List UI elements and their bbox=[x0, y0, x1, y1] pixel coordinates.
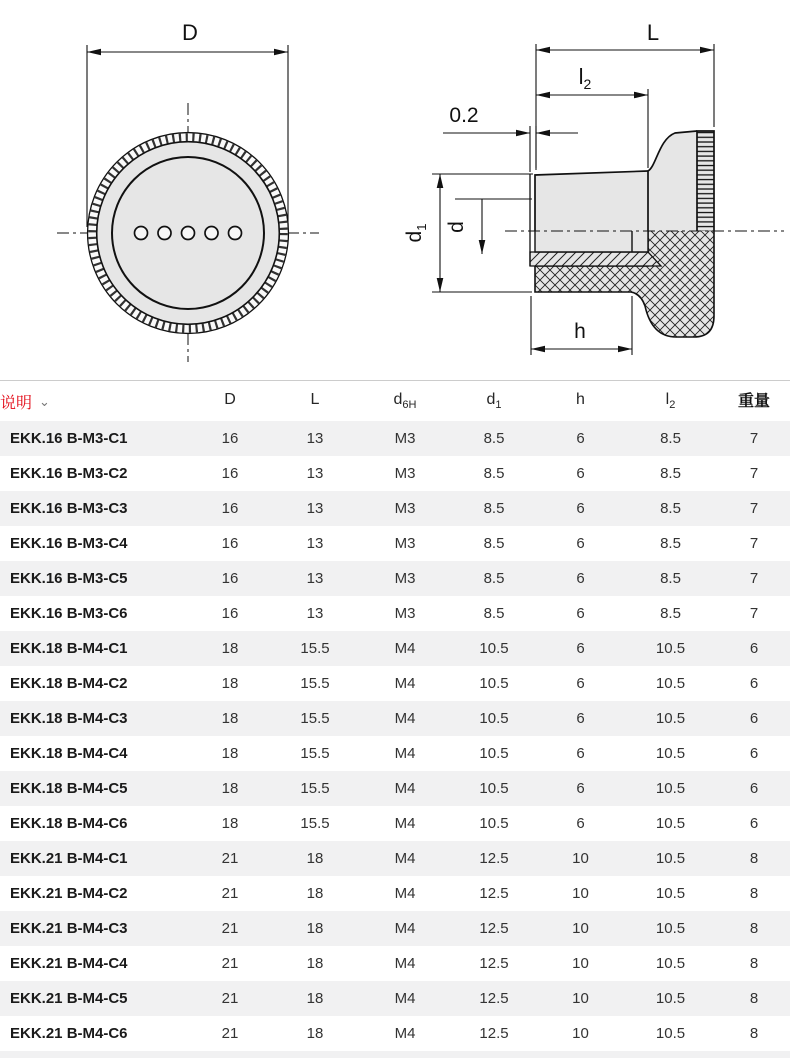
value-cell-d6H: M4 bbox=[394, 675, 416, 692]
front-view-drawing bbox=[57, 20, 319, 362]
head-upper-fill bbox=[648, 131, 697, 231]
value-cell-l2: 10.5 bbox=[655, 955, 686, 972]
value-cell-D: 18 bbox=[221, 675, 239, 692]
value-cell-D: 21 bbox=[221, 990, 239, 1007]
value-cell-d1: 8.5 bbox=[483, 570, 505, 587]
value-cell-L: 15.5 bbox=[300, 675, 330, 692]
value-cell-weight: 7 bbox=[749, 430, 759, 447]
value-cell-D: 21 bbox=[221, 1025, 239, 1042]
part-number-cell[interactable]: EKK.16 B-M3-C1 bbox=[10, 430, 128, 447]
face-hole bbox=[229, 227, 242, 240]
table-row[interactable] bbox=[0, 421, 790, 456]
face-hole bbox=[182, 227, 195, 240]
value-cell-d1: 10.5 bbox=[479, 710, 509, 727]
value-cell-l2: 10.5 bbox=[655, 1025, 686, 1042]
value-cell-l2: 10.5 bbox=[655, 745, 686, 762]
technical-drawing-area bbox=[0, 0, 790, 380]
value-cell-d6H: M4 bbox=[394, 955, 416, 972]
dim-d-label: d bbox=[445, 221, 468, 233]
value-cell-L: 13 bbox=[306, 430, 324, 447]
value-cell-L: 13 bbox=[306, 535, 324, 552]
value-cell-d6H: M3 bbox=[394, 605, 416, 622]
value-cell-l2: 10.5 bbox=[655, 815, 686, 832]
value-cell-l2: 8.5 bbox=[660, 500, 681, 517]
value-cell-d6H: M3 bbox=[394, 570, 416, 587]
value-cell-h: 10 bbox=[572, 955, 589, 972]
value-cell-d1: 12.5 bbox=[479, 920, 509, 937]
value-cell-h: 6 bbox=[576, 710, 585, 727]
value-cell-l2: 8.5 bbox=[660, 605, 681, 622]
value-cell-h: 6 bbox=[576, 815, 585, 832]
bushing-upper-fill bbox=[535, 171, 648, 231]
dim-l2-label: $l_2$ bbox=[578, 64, 592, 92]
value-cell-weight: 7 bbox=[749, 500, 759, 517]
value-cell-D: 18 bbox=[221, 745, 239, 762]
value-cell-D: 21 bbox=[221, 850, 239, 867]
value-cell-d6H: M4 bbox=[394, 850, 416, 867]
value-cell-d1: 8.5 bbox=[483, 430, 505, 447]
value-cell-h: 10 bbox=[572, 990, 589, 1007]
spec-table-header bbox=[0, 381, 790, 422]
part-number-cell[interactable]: EKK.18 B-M4-C2 bbox=[10, 675, 128, 692]
value-cell-l2: 10.5 bbox=[655, 780, 686, 797]
value-cell-l2: 10.5 bbox=[655, 640, 686, 657]
value-cell-weight: 8 bbox=[749, 990, 759, 1007]
part-number-cell[interactable]: EKK.18 B-M4-C6 bbox=[10, 815, 128, 832]
table-row[interactable] bbox=[0, 561, 790, 596]
part-number-cell[interactable]: EKK.18 B-M4-C1 bbox=[10, 640, 128, 657]
spec-table-body bbox=[0, 421, 790, 1051]
value-cell-l2: 8.5 bbox=[660, 570, 681, 587]
value-cell-l2: 8.5 bbox=[660, 465, 681, 482]
table-row[interactable] bbox=[0, 596, 790, 631]
table-row[interactable] bbox=[0, 806, 790, 841]
knurl-band-side-ticks bbox=[697, 131, 714, 231]
value-cell-D: 18 bbox=[221, 780, 239, 797]
col-header-L: L bbox=[270, 381, 360, 422]
value-cell-weight: 8 bbox=[749, 850, 759, 867]
part-number-cell[interactable]: EKK.16 B-M3-C3 bbox=[10, 500, 128, 517]
value-cell-h: 6 bbox=[576, 745, 585, 762]
value-cell-L: 13 bbox=[306, 605, 324, 622]
value-cell-d1: 12.5 bbox=[479, 955, 509, 972]
value-cell-d1: 8.5 bbox=[483, 465, 505, 482]
value-cell-L: 15.5 bbox=[300, 710, 330, 727]
value-cell-h: 10 bbox=[572, 850, 589, 867]
part-number-cell[interactable]: EKK.21 B-M4-C4 bbox=[10, 955, 128, 972]
value-cell-l2: 8.5 bbox=[660, 430, 681, 447]
value-cell-d6H: M3 bbox=[394, 430, 416, 447]
value-cell-D: 21 bbox=[221, 955, 239, 972]
value-cell-d6H: M4 bbox=[394, 710, 416, 727]
value-cell-d6H: M4 bbox=[394, 920, 416, 937]
part-number-cell[interactable]: EKK.16 B-M3-C6 bbox=[10, 605, 128, 622]
description-header-label: 说明 bbox=[0, 394, 33, 412]
part-number-cell[interactable]: EKK.18 B-M4-C4 bbox=[10, 745, 128, 762]
value-cell-l2: 8.5 bbox=[660, 535, 681, 552]
col-header-weight: 重量 bbox=[718, 381, 790, 422]
value-cell-D: 16 bbox=[221, 535, 239, 552]
value-cell-L: 18 bbox=[306, 990, 324, 1007]
part-number-cell[interactable]: EKK.21 B-M4-C6 bbox=[10, 1025, 128, 1042]
value-cell-weight: 6 bbox=[749, 675, 759, 692]
value-cell-D: 16 bbox=[221, 465, 239, 482]
value-cell-D: 16 bbox=[221, 500, 239, 517]
bore-lower-fill bbox=[535, 231, 648, 252]
table-row[interactable] bbox=[0, 771, 790, 806]
table-row[interactable] bbox=[0, 666, 790, 701]
value-cell-d1: 12.5 bbox=[479, 990, 509, 1007]
table-row[interactable] bbox=[0, 736, 790, 771]
value-cell-h: 6 bbox=[576, 500, 585, 517]
value-cell-d1: 10.5 bbox=[479, 780, 509, 797]
value-cell-weight: 7 bbox=[749, 605, 759, 622]
value-cell-d6H: M3 bbox=[394, 465, 416, 482]
value-cell-d1: 10.5 bbox=[479, 745, 509, 762]
part-number-cell[interactable]: EKK.21 B-M4-C1 bbox=[10, 850, 128, 867]
value-cell-d6H: M4 bbox=[394, 990, 416, 1007]
face-hole bbox=[205, 227, 218, 240]
value-cell-L: 15.5 bbox=[300, 780, 330, 797]
value-cell-weight: 6 bbox=[749, 710, 759, 727]
value-cell-h: 6 bbox=[576, 430, 585, 447]
part-number-cell[interactable]: EKK.21 B-M4-C5 bbox=[10, 990, 128, 1007]
value-cell-d1: 12.5 bbox=[479, 850, 509, 867]
value-cell-L: 18 bbox=[306, 885, 324, 902]
value-cell-weight: 6 bbox=[749, 640, 759, 657]
value-cell-h: 6 bbox=[576, 465, 585, 482]
part-number-cell[interactable]: EKK.21 B-M4-C2 bbox=[10, 885, 128, 902]
value-cell-d6H: M4 bbox=[394, 1025, 416, 1042]
value-cell-h: 10 bbox=[572, 920, 589, 937]
table-row[interactable] bbox=[0, 876, 790, 911]
value-cell-D: 18 bbox=[221, 710, 239, 727]
dim-L-label: L bbox=[646, 20, 660, 45]
part-number-cell[interactable]: EKK.16 B-M3-C2 bbox=[10, 465, 128, 482]
value-cell-d1: 10.5 bbox=[479, 815, 509, 832]
collar-strip-hatch bbox=[530, 252, 661, 266]
value-cell-d1: 10.5 bbox=[479, 675, 509, 692]
part-number-cell[interactable]: EKK.16 B-M3-C4 bbox=[10, 535, 128, 552]
value-cell-h: 10 bbox=[572, 1025, 589, 1042]
value-cell-D: 16 bbox=[221, 430, 239, 447]
value-cell-D: 18 bbox=[221, 640, 239, 657]
value-cell-d1: 12.5 bbox=[479, 1025, 509, 1042]
value-cell-D: 16 bbox=[221, 605, 239, 622]
dim-D-label: D bbox=[182, 20, 198, 45]
value-cell-d6H: M4 bbox=[394, 815, 416, 832]
value-cell-L: 18 bbox=[306, 920, 324, 937]
table-row[interactable] bbox=[0, 526, 790, 561]
value-cell-weight: 8 bbox=[749, 885, 759, 902]
table-row[interactable] bbox=[0, 946, 790, 981]
value-cell-L: 15.5 bbox=[300, 815, 330, 832]
value-cell-h: 6 bbox=[576, 675, 585, 692]
dim-d1-label: $d_1$ bbox=[403, 223, 429, 243]
table-row[interactable] bbox=[0, 1016, 790, 1051]
table-row[interactable] bbox=[0, 911, 790, 946]
value-cell-d1: 8.5 bbox=[483, 605, 505, 622]
value-cell-weight: 7 bbox=[749, 570, 759, 587]
dim-tol-label: 0.2 bbox=[449, 104, 479, 127]
value-cell-L: 13 bbox=[306, 570, 324, 587]
value-cell-weight: 8 bbox=[749, 1025, 759, 1042]
face-hole bbox=[158, 227, 171, 240]
table-row[interactable] bbox=[0, 456, 790, 491]
value-cell-d6H: M3 bbox=[394, 500, 416, 517]
col-header-description[interactable] bbox=[0, 381, 190, 422]
chevron-down-icon[interactable]: ⌄ bbox=[39, 393, 50, 409]
value-cell-L: 13 bbox=[306, 465, 324, 482]
value-cell-L: 15.5 bbox=[300, 745, 330, 762]
value-cell-weight: 6 bbox=[749, 745, 759, 762]
value-cell-L: 18 bbox=[306, 955, 324, 972]
value-cell-h: 6 bbox=[576, 605, 585, 622]
technical-drawings-svg bbox=[0, 0, 790, 380]
side-view-drawing bbox=[403, 20, 784, 355]
table-row[interactable] bbox=[0, 701, 790, 736]
part-number-cell[interactable]: EKK.21 B-M4-C3 bbox=[10, 920, 128, 937]
face-hole bbox=[135, 227, 148, 240]
value-cell-weight: 6 bbox=[749, 780, 759, 797]
value-cell-l2: 10.5 bbox=[655, 710, 686, 727]
value-cell-l2: 10.5 bbox=[655, 675, 686, 692]
value-cell-l2: 10.5 bbox=[655, 850, 686, 867]
value-cell-weight: 8 bbox=[749, 920, 759, 937]
value-cell-l2: 10.5 bbox=[655, 920, 686, 937]
value-cell-d6H: M4 bbox=[394, 780, 416, 797]
value-cell-L: 18 bbox=[306, 850, 324, 867]
value-cell-h: 6 bbox=[576, 570, 585, 587]
part-number-cell[interactable]: EKK.16 B-M3-C5 bbox=[10, 570, 128, 587]
value-cell-d1: 12.5 bbox=[479, 885, 509, 902]
col-header-D: D bbox=[190, 381, 270, 422]
value-cell-h: 10 bbox=[572, 885, 589, 902]
value-cell-D: 21 bbox=[221, 920, 239, 937]
value-cell-l2: 10.5 bbox=[655, 990, 686, 1007]
value-cell-h: 6 bbox=[576, 780, 585, 797]
value-cell-d1: 8.5 bbox=[483, 500, 505, 517]
part-number-cell[interactable]: EKK.18 B-M4-C5 bbox=[10, 780, 128, 797]
table-row[interactable] bbox=[0, 981, 790, 1016]
value-cell-weight: 8 bbox=[749, 955, 759, 972]
part-number-cell[interactable]: EKK.18 B-M4-C3 bbox=[10, 710, 128, 727]
value-cell-D: 21 bbox=[221, 885, 239, 902]
value-cell-d1: 8.5 bbox=[483, 535, 505, 552]
col-header-h: h bbox=[538, 381, 623, 422]
col-header-d6H: $d_{6H}$ bbox=[360, 381, 450, 422]
value-cell-L: 13 bbox=[306, 500, 324, 517]
value-cell-h: 6 bbox=[576, 535, 585, 552]
value-cell-d6H: M4 bbox=[394, 745, 416, 762]
value-cell-l2: 10.5 bbox=[655, 885, 686, 902]
spec-table bbox=[0, 380, 790, 1051]
value-cell-d6H: M4 bbox=[394, 885, 416, 902]
dim-h-label: h bbox=[574, 320, 586, 343]
value-cell-D: 16 bbox=[221, 570, 239, 587]
table-row[interactable] bbox=[0, 841, 790, 876]
value-cell-L: 15.5 bbox=[300, 640, 330, 657]
value-cell-d1: 10.5 bbox=[479, 640, 509, 657]
value-cell-D: 18 bbox=[221, 815, 239, 832]
value-cell-d6H: M3 bbox=[394, 535, 416, 552]
col-header-l2: $l_2$ bbox=[623, 381, 718, 422]
value-cell-d6H: M4 bbox=[394, 640, 416, 657]
value-cell-weight: 7 bbox=[749, 465, 759, 482]
value-cell-weight: 6 bbox=[749, 815, 759, 832]
value-cell-weight: 7 bbox=[749, 535, 759, 552]
col-header-d1: $d_1$ bbox=[450, 381, 538, 422]
value-cell-L: 18 bbox=[306, 1025, 324, 1042]
table-row[interactable] bbox=[0, 491, 790, 526]
table-row[interactable] bbox=[0, 631, 790, 666]
value-cell-h: 6 bbox=[576, 640, 585, 657]
